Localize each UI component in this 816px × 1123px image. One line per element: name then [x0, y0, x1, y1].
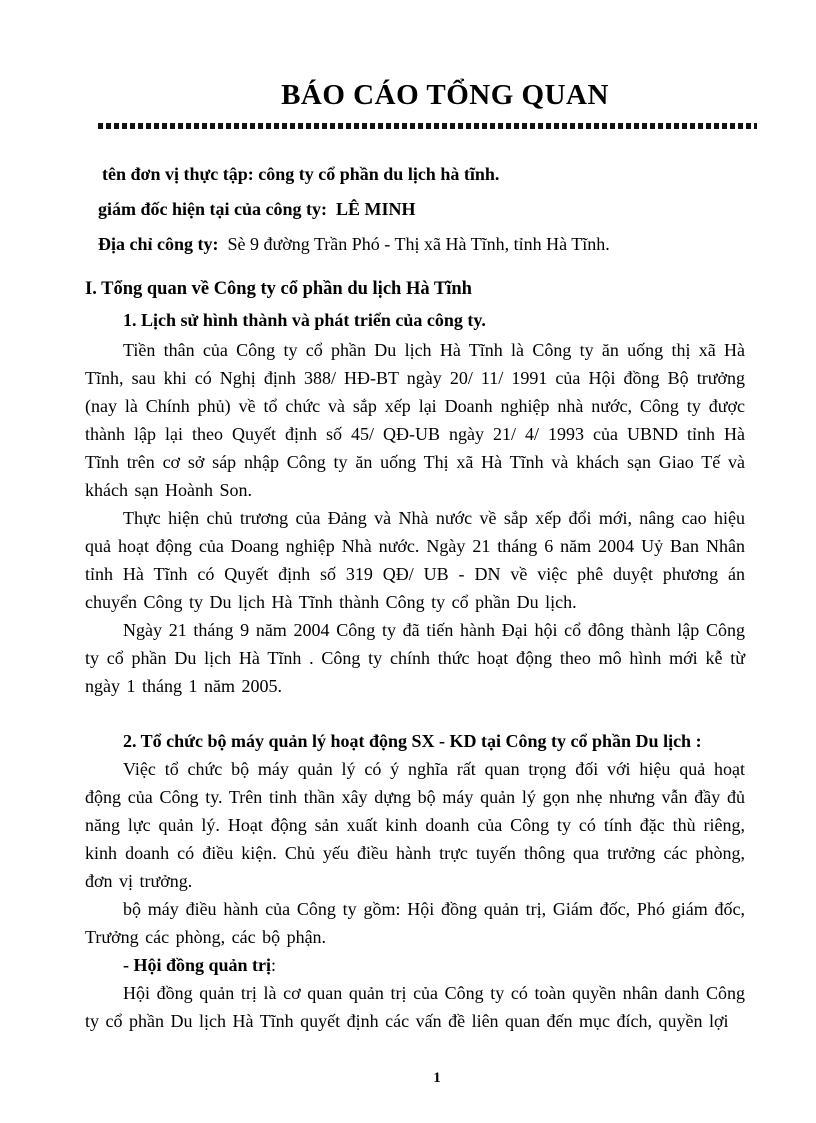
subsection-heading-history: 1. Lịch sử hình thành và phát triển của công ty. — [123, 310, 486, 330]
section-heading-overview: I. Tổng quan về Công ty cổ phần du lịch Hà Tĩnh — [85, 279, 472, 299]
director-name: LÊ MINH — [336, 199, 416, 219]
address-label: Địa chỉ công ty: — [98, 234, 219, 254]
paragraph-board-description: Hội đồng quản trị là cơ quan quản trị của Công ty có toàn quyền nhân danh Công ty cổ phần Du lịch Hà Tĩnh quyết định các vấn đề liên quan đến mục đích, quyền lợi — [85, 983, 745, 1031]
page-number: 1 — [433, 1070, 441, 1086]
paragraph-organization-1: Việc tổ chức bộ máy quản lý có ý nghĩa rất quan trọng đối với hiệu quả hoạt động của Công ty. Trên tinh thần xây dựng bộ máy quản lý gọn nhẹ nhưng vẫn đầy đủ năng lực quản lý. Hoạt động sản xuất kinh doanh của Công ty có tính đặc thù riêng, kinh doanh có điều kiện. Chủ yếu điều hành trực tuyến thông qua trưởng các phòng, đơn vị trưởng. — [85, 759, 745, 891]
internship-unit-line: tên đơn vị thực tập: công ty cổ phần du lịch hà tĩnh. — [102, 164, 500, 184]
director-label: giám đốc hiện tại của công ty: — [98, 199, 327, 219]
bullet-board-colon: : — [271, 955, 277, 975]
bullet-board-label: - Hội đồng quản trị — [123, 955, 272, 975]
address-value: Sè 9 đường Trần Phó - Thị xã Hà Tĩnh, tỉnh Hà Tĩnh. — [227, 234, 610, 254]
bullet-board-of-directors — [85, 951, 745, 979]
director-line — [85, 192, 745, 227]
paragraph-history-1: Tiền thân của Công ty cổ phần Du lịch Hà Tĩnh là Công ty ăn uống thị xã Hà Tĩnh, sau khi có Nghị định 388/ HĐ-BT ngày 20/ 11/ 1991 của Hội đồng Bộ trưởng (nay là Chính phủ) về tổ chức và sắp xếp lại Doanh nghiệp nhà nước, Công ty được thành lập lại theo Quyết định số 45/ QĐ-UB ngày 21/ 4/ 1993 của UBND tỉnh Hà Tĩnh trên cơ sở sáp nhập Công ty ăn uống Thị xã Hà Tĩnh và khách sạn Giao Tế và khách sạn Hoành Son. — [85, 340, 745, 500]
header-info-block — [85, 157, 745, 262]
document-content — [0, 80, 816, 1035]
paragraph-history-3: Ngày 21 tháng 9 năm 2004 Công ty đã tiến hành Đại hội cổ đông thành lập Công ty cổ phần Du lịch Hà Tĩnh . Công ty chính thức hoạt động theo mô hình mới kễ từ ngày 1 tháng 1 năm 2005. — [85, 620, 745, 696]
title-dotted-divider — [98, 123, 757, 129]
paragraph-history-2: Thực hiện chủ trương của Đảng và Nhà nước về sắp xếp đổi mới, nâng cao hiệu quả hoạt động của Doang nghiệp Nhà nước. Ngày 21 tháng 6 năm 2004 Uỷ Ban Nhân tỉnh Hà Tĩnh có Quyết định số 319 QĐ/ UB - DN về việc phê duyệt phương án chuyển Công ty Du lịch Hà Tĩnh thành Công ty cổ phần Du lịch. — [85, 508, 745, 612]
address-line — [85, 227, 745, 262]
report-title: BÁO CÁO TỔNG QUAN — [281, 79, 609, 111]
subsection-heading-organization: 2. Tổ chức bộ máy quản lý hoạt động SX - KD tại Công ty cổ phần Du lịch : — [123, 731, 702, 751]
paragraph-organization-2: bộ máy điều hành của Công ty gồm: Hội đồng quản trị, Giám đốc, Phó giám đốc, Trưởng các phòng, các bộ phận. — [85, 899, 745, 947]
